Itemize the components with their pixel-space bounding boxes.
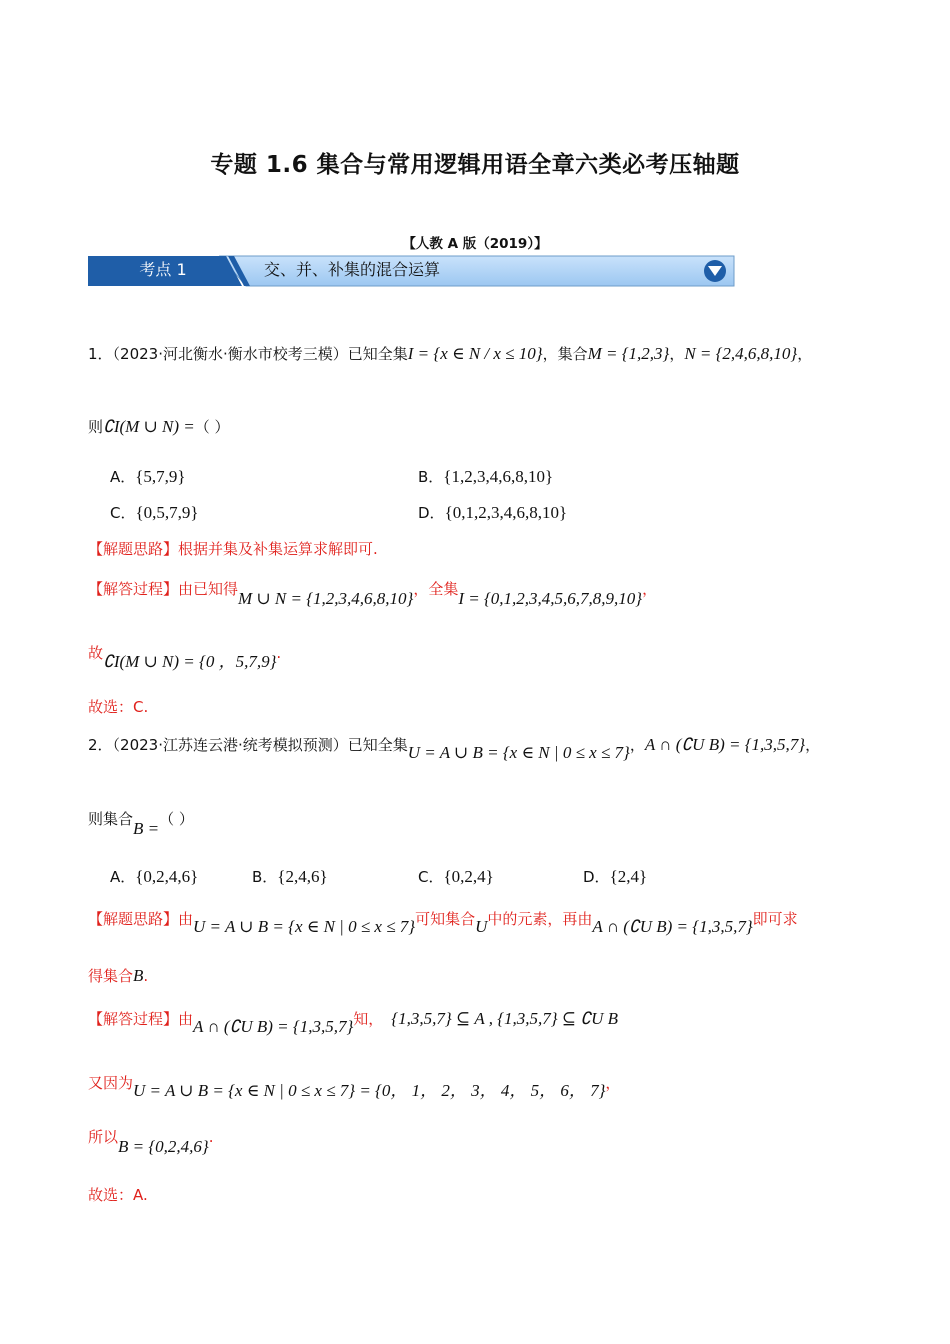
q2-so: 所以B = {0,2,4,6}. xyxy=(88,1128,214,1156)
section-number: 考点 1 xyxy=(139,260,187,279)
q2-process: 【解答过程】由A ∩ (∁U B) = {1,3,5,7}知， {1,3,5,7} ⊆ A , {1,3,5,7} ⊆ ∁U B xyxy=(88,1009,619,1036)
q1-conclusion: 故∁I(M ∪ N) = {0 ，5,7,9}. xyxy=(88,644,282,671)
q1-set-I: I = {x ∈ N / x ≤ 10} xyxy=(407,344,543,363)
q1-idea: 【解题思路】根据并集及补集运算求解即可. xyxy=(88,540,378,558)
q2-cond: A ∩ (∁U B) = {1,3,5,7} xyxy=(644,735,806,754)
q2-because: 又因为U = A ∪ B = {x ∈ N | 0 ≤ x ≤ 7} = {0， 1， 2， 3， 4， 5， 6， 7}， xyxy=(88,1074,621,1100)
section-topic: 交、并、补集的混合运算 xyxy=(264,260,441,279)
q2-idea: 【解题思路】由U = A ∪ B = {x ∈ N | 0 ≤ x ≤ 7}可知集合U中的元素，再由A ∩ (∁U B) = {1,3,5,7}即可求 xyxy=(88,910,798,936)
edition-label: 【人教 A 版（2019）】 xyxy=(402,236,548,252)
q1-option-b[interactable]: B．{1,2,3,4,6,8,10} xyxy=(418,467,554,486)
q1-process: 【解答过程】由已知得M ∪ N = {1,2,3,4,6,8,10}，全集I = {0,1,2,3,4,5,6,7,8,9,10}， xyxy=(88,580,658,608)
q2-idea-cont: 得集合B. xyxy=(88,966,149,985)
q1-option-a[interactable]: A．{5,7,9} xyxy=(110,467,186,486)
q2-option-b[interactable]: B．{2,4,6} xyxy=(252,867,328,886)
q2-answer: 故选：A. xyxy=(88,1186,148,1204)
q2-ask: 则集合B =（ ） xyxy=(88,810,194,838)
q1-ask-expr: ∁I(M ∪ N) = xyxy=(103,417,195,436)
q1-stem: 1．（2023·河北衡水·衡水市校考三模）已知全集I = {x ∈ N / x ≤ 10}，集合M = {1,2,3}，N = {2,4,6,8,10}， xyxy=(88,344,813,363)
chevron-down-icon[interactable] xyxy=(704,260,726,282)
q1-answer: 故选：C. xyxy=(88,698,149,716)
section-banner xyxy=(88,255,736,286)
q1-option-d[interactable]: D．{0,1,2,3,4,6,8,10} xyxy=(418,503,568,522)
q2-option-d[interactable]: D．{2,4} xyxy=(583,867,648,886)
page-title: 专题 1.6 集合与常用逻辑用语全章六类必考压轴题 xyxy=(210,152,740,178)
q1-option-c[interactable]: C．{0,5,7,9} xyxy=(110,503,199,522)
q2-option-a[interactable]: A．{0,2,4,6} xyxy=(110,867,199,886)
q1-set-M: M = {1,2,3} xyxy=(587,344,670,363)
q2-set-U: U = A ∪ B = {x ∈ N | 0 ≤ x ≤ 7} xyxy=(407,743,630,762)
q2-option-c[interactable]: C．{0,2,4} xyxy=(418,867,494,886)
q1-set-N: N = {2,4,6,8,10} xyxy=(684,344,798,363)
q1-ask: 则∁I(M ∪ N) =（ ） xyxy=(88,417,230,436)
q2-stem: 2．（2023·江苏连云港·统考模拟预测）已知全集U = A ∪ B = {x ∈ N | 0 ≤ x ≤ 7}，A ∩ (∁U B) = {1,3,5,7}， xyxy=(88,735,821,762)
